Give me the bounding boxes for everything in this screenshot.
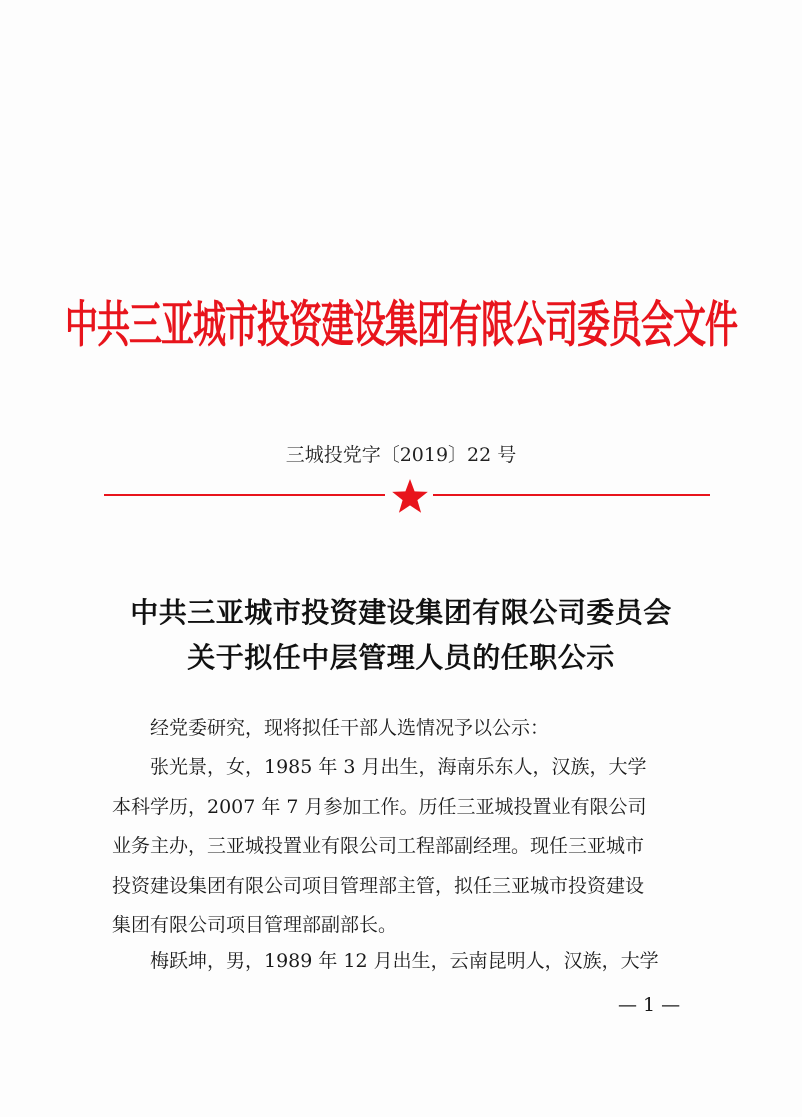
candidate-1-line: 投资建设集团有限公司项目管理部主管，拟任三亚城市投资建设 bbox=[112, 874, 645, 897]
red-rule-left bbox=[104, 494, 385, 496]
intro-paragraph bbox=[112, 709, 712, 749]
candidate-1-line: 张光景，女，1985 年 3 月出生，海南乐东人，汉族，大学 bbox=[150, 756, 647, 778]
candidate-1-line: 业务主办，三亚城投置业有限公司工程部副经理。现任三亚城市 bbox=[112, 835, 645, 857]
candidate-paragraph-1 bbox=[112, 748, 712, 946]
intro-line: 经党委研究，现将拟任干部人选情况予以公示： bbox=[150, 717, 550, 739]
candidate-1-line: 集团有限公司项目管理部副部长。 bbox=[112, 914, 398, 936]
red-rule-right bbox=[433, 494, 710, 496]
candidate-1-line: 本科学历，2007 年 7 月参加工作。历任三亚城投置业有限公司 bbox=[112, 795, 647, 818]
document-number: 三城投党字〔2019〕22 号 bbox=[285, 444, 517, 466]
notice-title-line-1: 中共三亚城市投资建设集团有限公司委员会 bbox=[130, 596, 672, 629]
candidate-2-line: 梅跃坤，男，1989 年 12 月出生，云南昆明人，汉族，大学 bbox=[150, 950, 659, 972]
page-number: — 1 — bbox=[618, 994, 681, 1016]
issuer-header-title: 中共三亚城市投资建设集团有限公司委员会文件 bbox=[65, 295, 737, 354]
candidate-paragraph-2 bbox=[112, 942, 712, 982]
notice-title-line-2: 关于拟任中层管理人员的任职公示 bbox=[187, 641, 615, 674]
star-icon bbox=[390, 477, 430, 515]
